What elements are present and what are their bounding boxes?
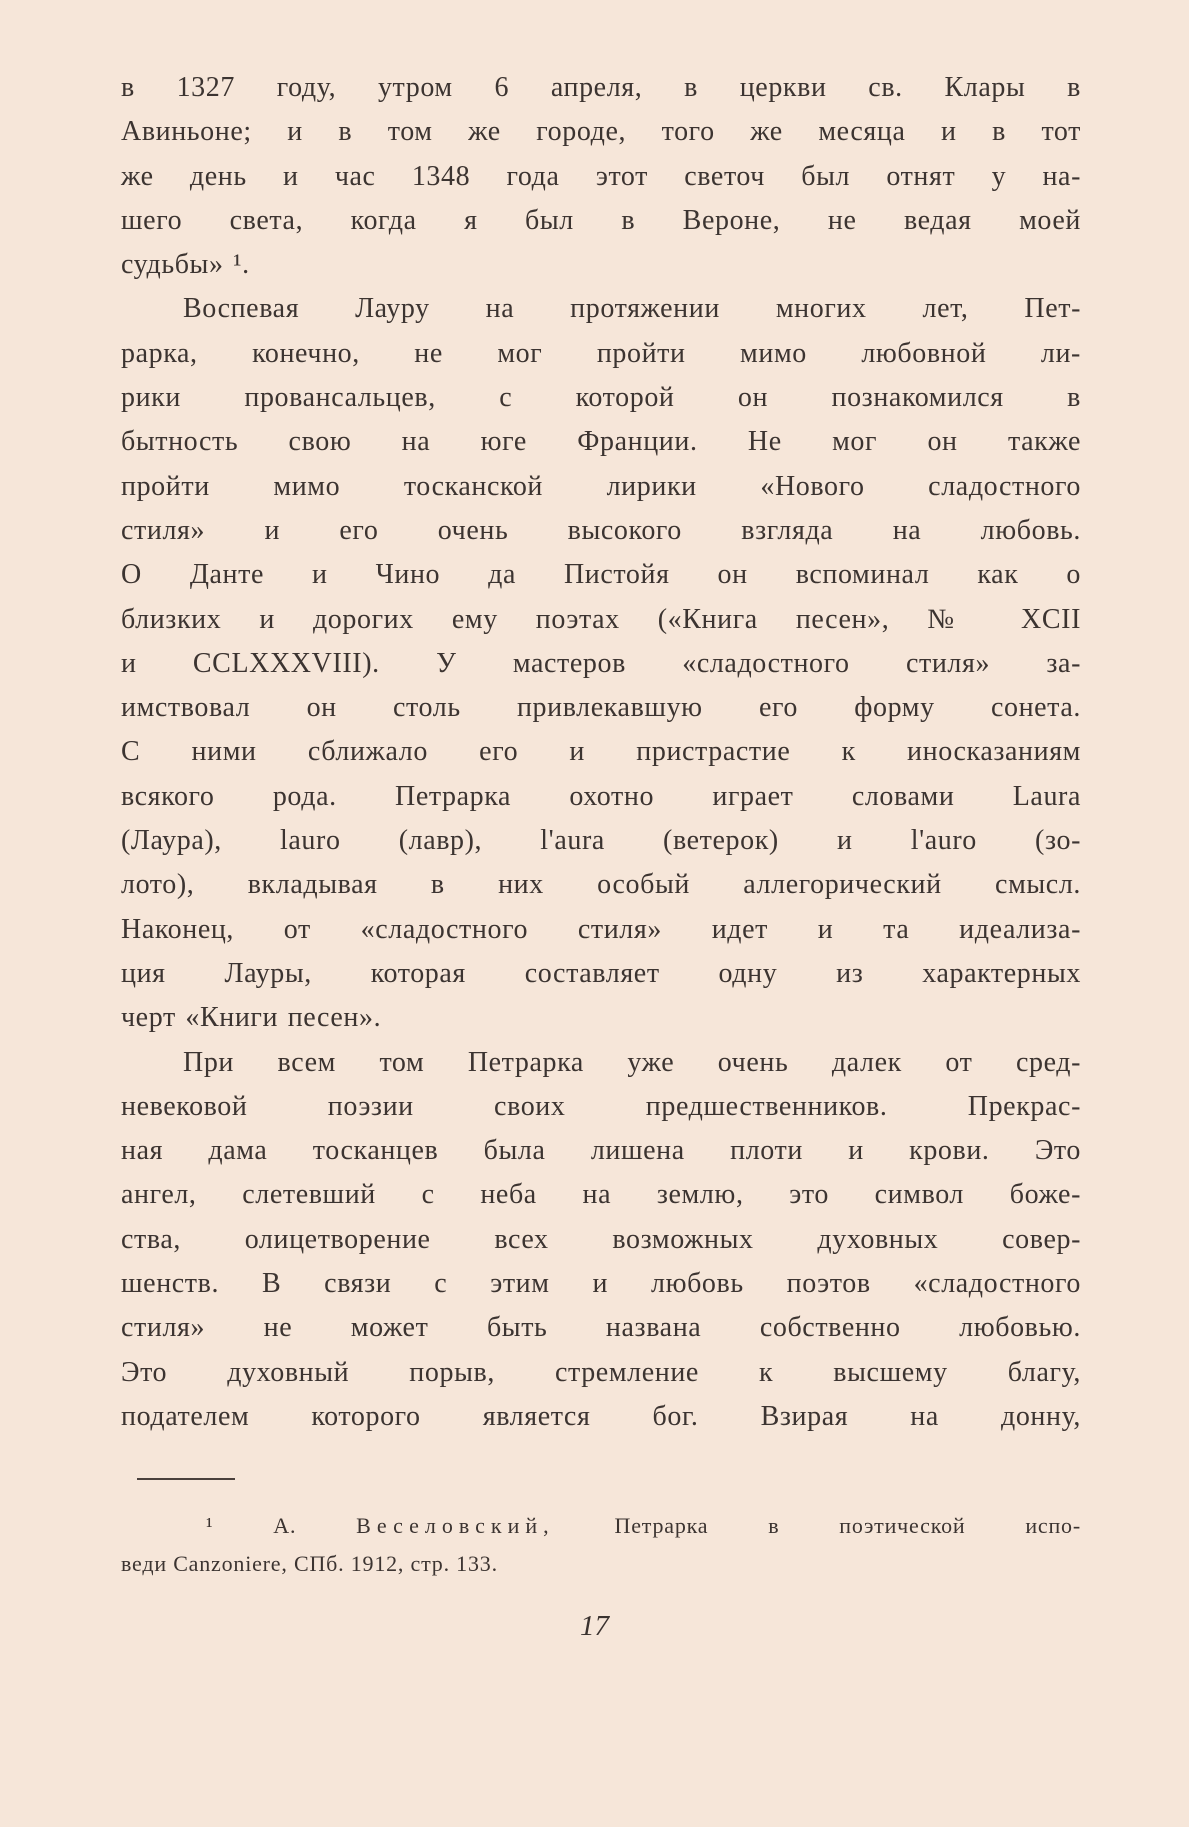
text-line: близких и дорогих ему поэтах («Книга песен», № XCII bbox=[121, 603, 1081, 635]
text-line: С ними сближало его и пристрастие к иносказаниям bbox=[121, 736, 1081, 768]
footnote bbox=[121, 1507, 1081, 1583]
text-line: стиля» не может быть названа собственно любовью. bbox=[121, 1312, 1081, 1344]
text-line: Авиньоне; и в том же городе, того же месяца и в тот bbox=[121, 116, 1081, 148]
text-line: в 1327 году, утром 6 апреля, в церкви св. Клары в bbox=[121, 72, 1081, 103]
footnote-line: веди Canzoniere, СПб. 1912, стр. 133. bbox=[121, 1551, 498, 1576]
footnote-title: Петрарка в поэтической испо- bbox=[614, 1513, 1081, 1538]
text-line: стиля» и его очень высокого взгляда на любовь. bbox=[121, 514, 1081, 546]
text-line: При всем том Петрарка уже очень далек от сред- bbox=[183, 1046, 1081, 1078]
text-line: всякого рода. Петрарка охотно играет словами Laura bbox=[121, 780, 1081, 812]
footnote-author: Веселовский, bbox=[356, 1513, 555, 1538]
text-line: шего света, когда я был в Вероне, не ведая моей bbox=[121, 204, 1081, 236]
text-line: невековой поэзии своих предшественников. Прекрас- bbox=[121, 1090, 1081, 1122]
text-line: ная дама тосканцев была лишена плоти и крови. Это bbox=[121, 1135, 1081, 1167]
text-line: Наконец, от «сладостного стиля» идет и та идеализа- bbox=[121, 913, 1081, 945]
text-line: черт «Книги песен». bbox=[121, 1002, 382, 1034]
text-line: рарка, конечно, не мог пройти мимо любовной ли- bbox=[121, 337, 1081, 369]
text-line: имствовал он столь привлекавшую его форму сонета. bbox=[121, 692, 1081, 724]
text-line: пройти мимо тосканской лирики «Нового сладостного bbox=[121, 470, 1081, 502]
text-line: же день и час 1348 года этот светоч был отнят у на- bbox=[121, 160, 1081, 192]
text-line: судьбы» ¹. bbox=[121, 249, 250, 281]
footnote-marker: ¹ А. bbox=[206, 1513, 297, 1538]
footnote-divider bbox=[137, 1478, 235, 1480]
text-line: лото), вкладывая в них особый аллегорический смысл. bbox=[121, 869, 1081, 901]
text-line: О Данте и Чино да Пистойя он вспоминал как о bbox=[121, 559, 1081, 591]
text-line: ства, олицетворение всех возможных духовных совер- bbox=[121, 1223, 1081, 1255]
text-line: Это духовный порыв, стремление к высшему благу, bbox=[121, 1356, 1081, 1388]
body-text bbox=[121, 66, 1081, 1439]
text-line: Воспевая Лауру на протяжении многих лет, Пет- bbox=[183, 293, 1081, 325]
text-line: подателем которого является бог. Взирая на донну, bbox=[121, 1400, 1081, 1432]
text-line: бытность свою на юге Франции. Не мог он также bbox=[121, 426, 1081, 458]
text-line: (Лаура), lauro (лавр), l'aura (ветерок) и l'auro (зо- bbox=[121, 825, 1081, 857]
text-line: шенств. В связи с этим и любовь поэтов «сладостного bbox=[121, 1268, 1081, 1300]
text-line: рики провансальцев, с которой он познакомился в bbox=[121, 382, 1081, 414]
page-number: 17 bbox=[580, 1610, 609, 1642]
footnote-line bbox=[121, 1507, 1081, 1545]
text-line: ция Лауры, которая составляет одну из характерных bbox=[121, 957, 1081, 989]
text-line: ангел, слетевший с неба на землю, это символ боже- bbox=[121, 1179, 1081, 1211]
text-line: и CCLXXXVIII). У мастеров «сладостного стиля» за- bbox=[121, 647, 1081, 679]
